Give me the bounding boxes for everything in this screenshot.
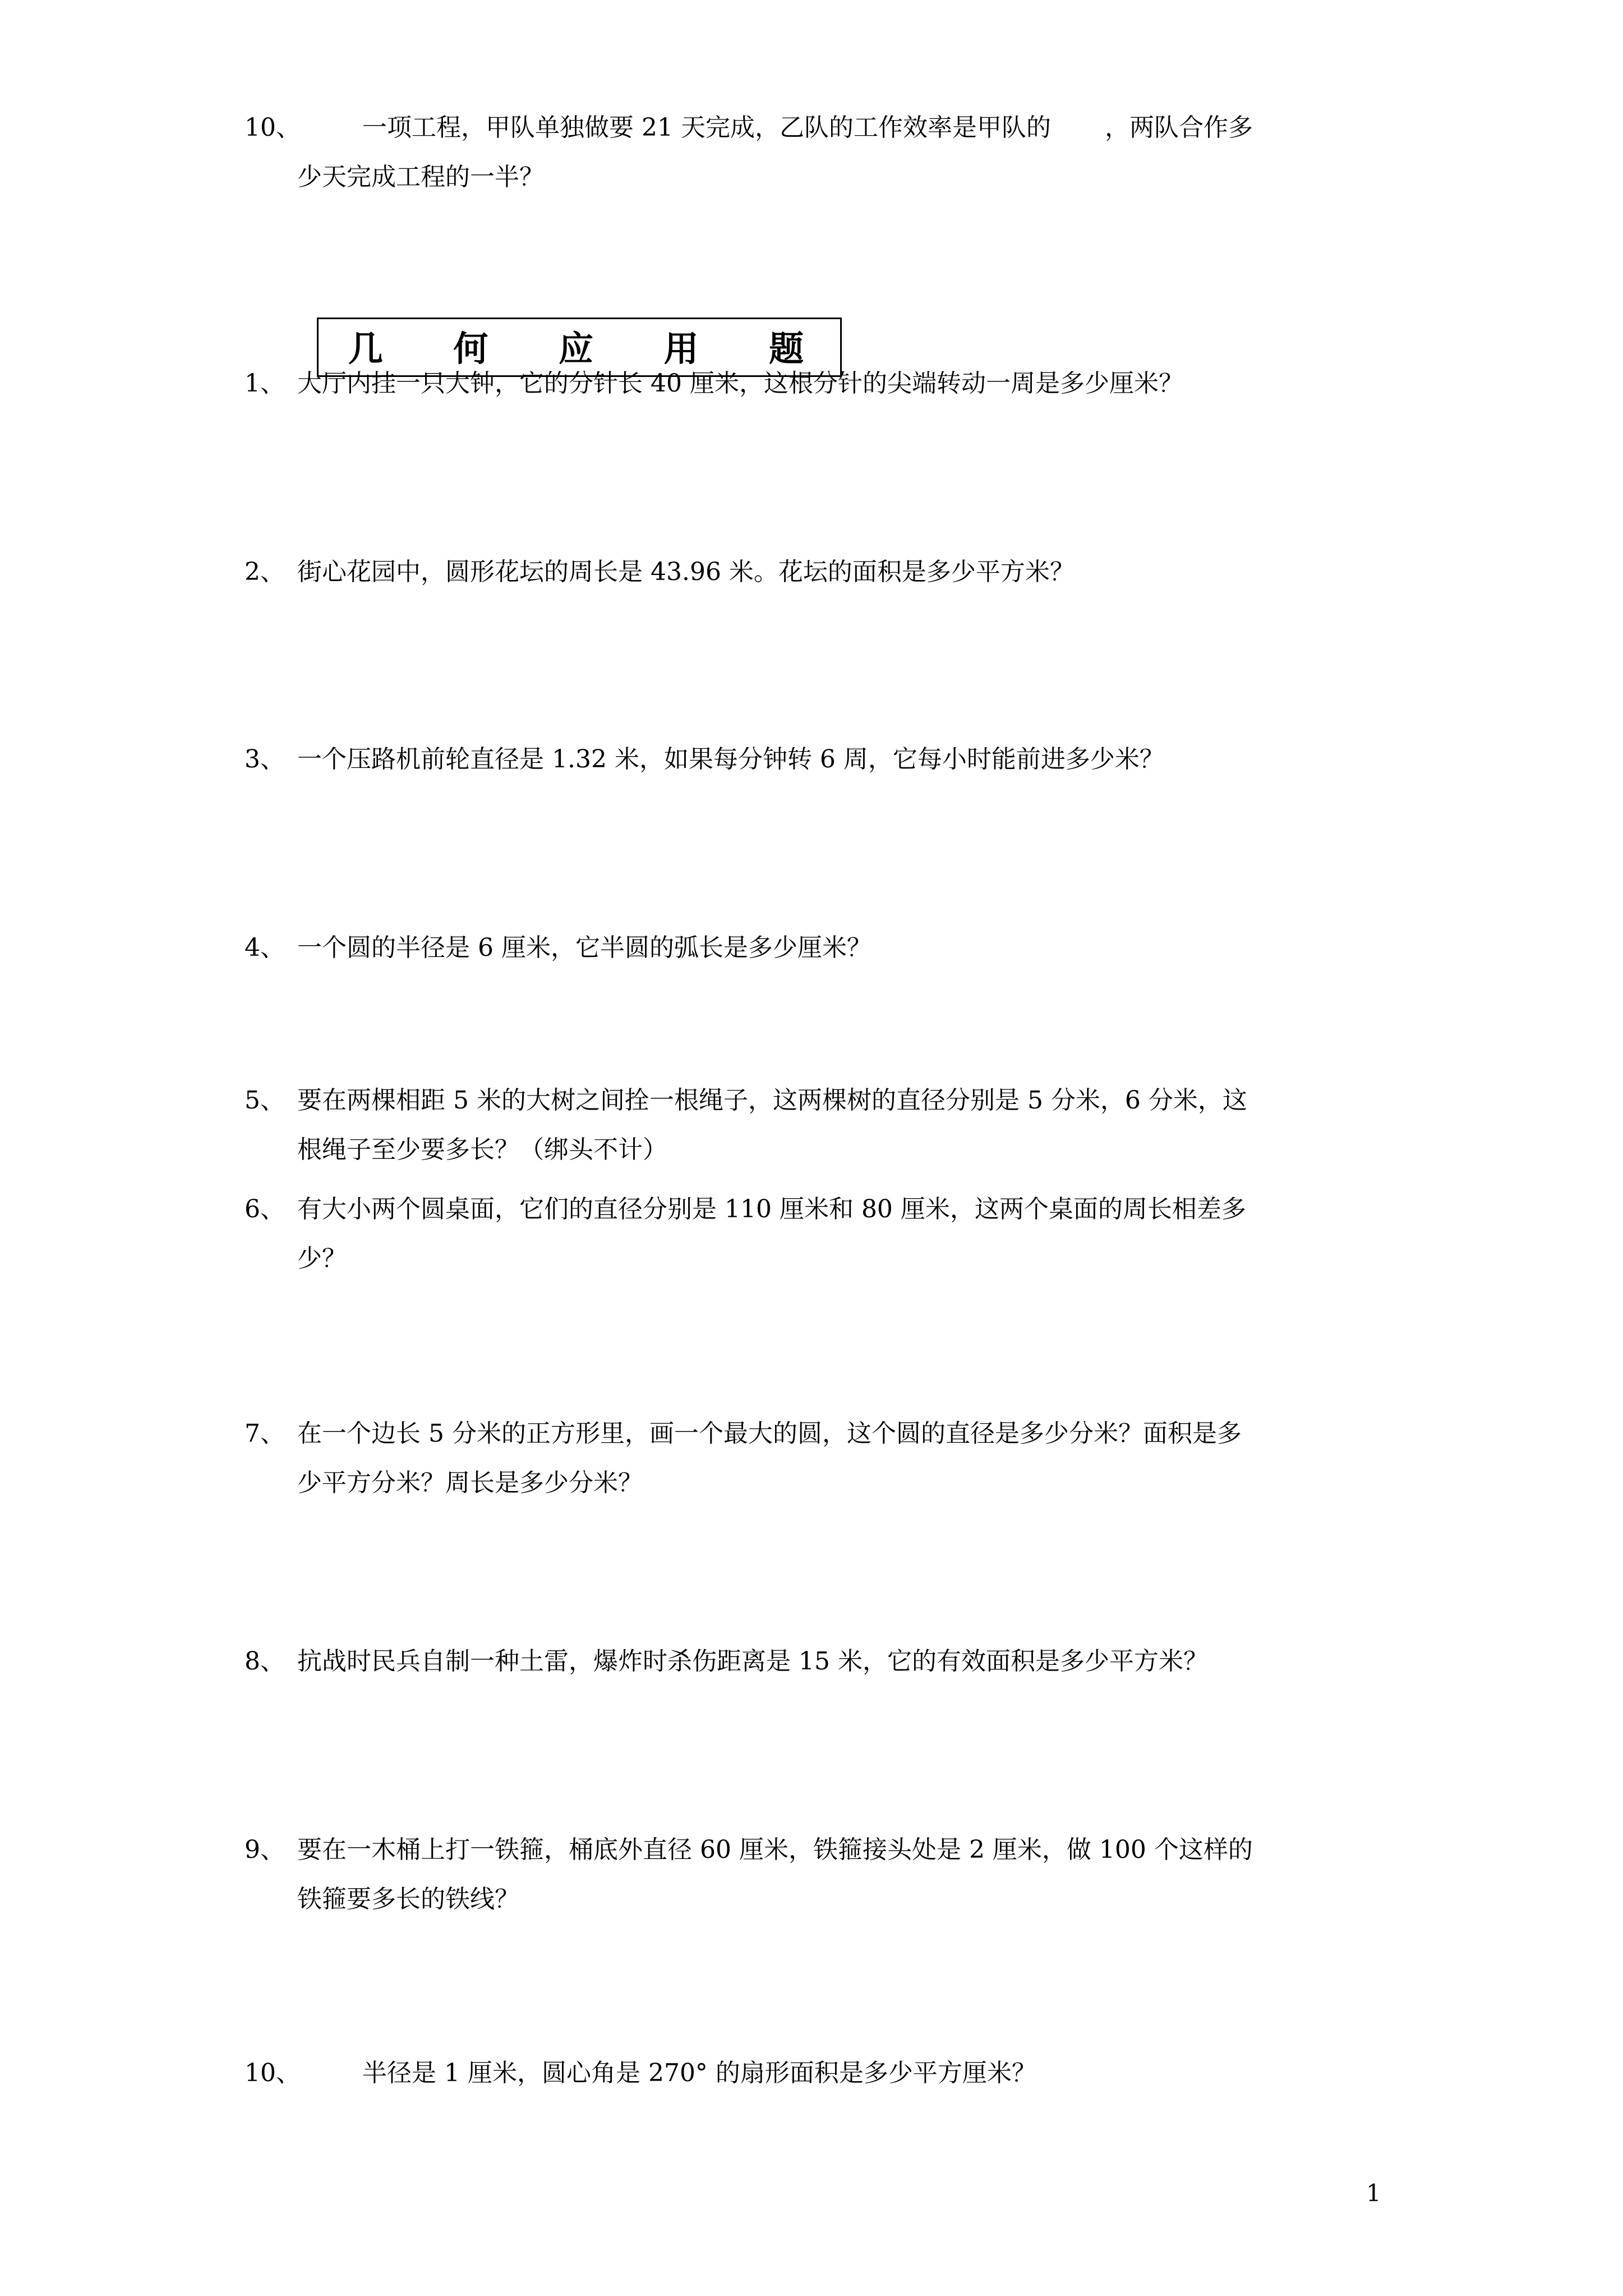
- question-number: 5、: [245, 1086, 285, 1115]
- section-title: 几 何 应 用 题: [317, 318, 842, 377]
- question-top-10: [245, 103, 1394, 202]
- question-number: 7、: [245, 1419, 285, 1448]
- question-number: 3、: [245, 745, 285, 774]
- question-number: 10、: [245, 113, 301, 142]
- question-9: [245, 1825, 1394, 1924]
- question-number: 6、: [245, 1195, 285, 1223]
- question-text-line: 铁箍要多长的铁线？: [297, 1885, 519, 1913]
- question-text-line: 抗战时民兵自制一种土雷，爆炸时杀伤距离是 15 米，它的有效面积是多少平方米？: [297, 1647, 1208, 1676]
- question-text-line: 在一个边长 5 分米的正方形里，画一个最大的圆，这个圆的直径是多少分米？面积是多: [297, 1419, 1242, 1448]
- question-text-line: 根绳子至少要多长？（绑头不计）: [297, 1135, 667, 1164]
- question-6: [245, 1185, 1394, 1283]
- question-text-line: 一项工程，甲队单独做要 21 天完成，乙队的工作效率是甲队的 ，两队合作多: [362, 113, 1253, 142]
- question-text-line: 大厅内挂一只大钟，它的分针长 40 厘米，这根分针的尖端转动一周是多少厘米？: [297, 369, 1183, 398]
- question-number: 4、: [245, 933, 285, 962]
- question-number: 1、: [245, 369, 285, 398]
- question-number: 9、: [245, 1835, 285, 1864]
- question-8: [245, 1637, 1394, 1686]
- question-10: [245, 2049, 1394, 2098]
- question-7: [245, 1409, 1394, 1508]
- question-2: [245, 547, 1394, 597]
- question-text-line: 半径是 1 厘米，圆心角是 270° 的扇形面积是多少平方厘米？: [362, 2059, 1036, 2087]
- question-text-line: 街心花园中，圆形花坛的周长是 43.96 米。花坛的面积是多少平方米？: [297, 558, 1075, 586]
- question-number: 10、: [245, 2059, 301, 2087]
- question-number: 2、: [245, 558, 285, 586]
- question-text-line: 一个圆的半径是 6 厘米，它半圆的弧长是多少厘米？: [297, 933, 872, 962]
- question-text-line: 有大小两个圆桌面，它们的直径分别是 110 厘米和 80 厘米，这两个桌面的周长相差多: [297, 1195, 1246, 1223]
- question-5: [245, 1076, 1394, 1175]
- question-text-line: 一个压路机前轮直径是 1.32 米，如果每分钟转 6 周，它每小时能前进多少米？: [297, 745, 1164, 774]
- question-number: 8、: [245, 1647, 285, 1676]
- question-text-line: 要在一木桶上打一铁箍，桶底外直径 60 厘米，铁箍接头处是 2 厘米，做 100 个这样的: [297, 1835, 1253, 1864]
- question-4: [245, 923, 1394, 973]
- question-text-line: 要在两棵相距 5 米的大树之间拴一根绳子，这两棵树的直径分别是 5 分米，6 分米，这: [297, 1086, 1247, 1115]
- page-number: 1: [1366, 2179, 1381, 2207]
- question-text-line: 少？: [297, 1244, 347, 1273]
- question-3: [245, 735, 1394, 784]
- question-text-line: 少天完成工程的一半？: [297, 163, 544, 191]
- question-text-line: 少平方分米？周长是多少分米？: [297, 1469, 643, 1497]
